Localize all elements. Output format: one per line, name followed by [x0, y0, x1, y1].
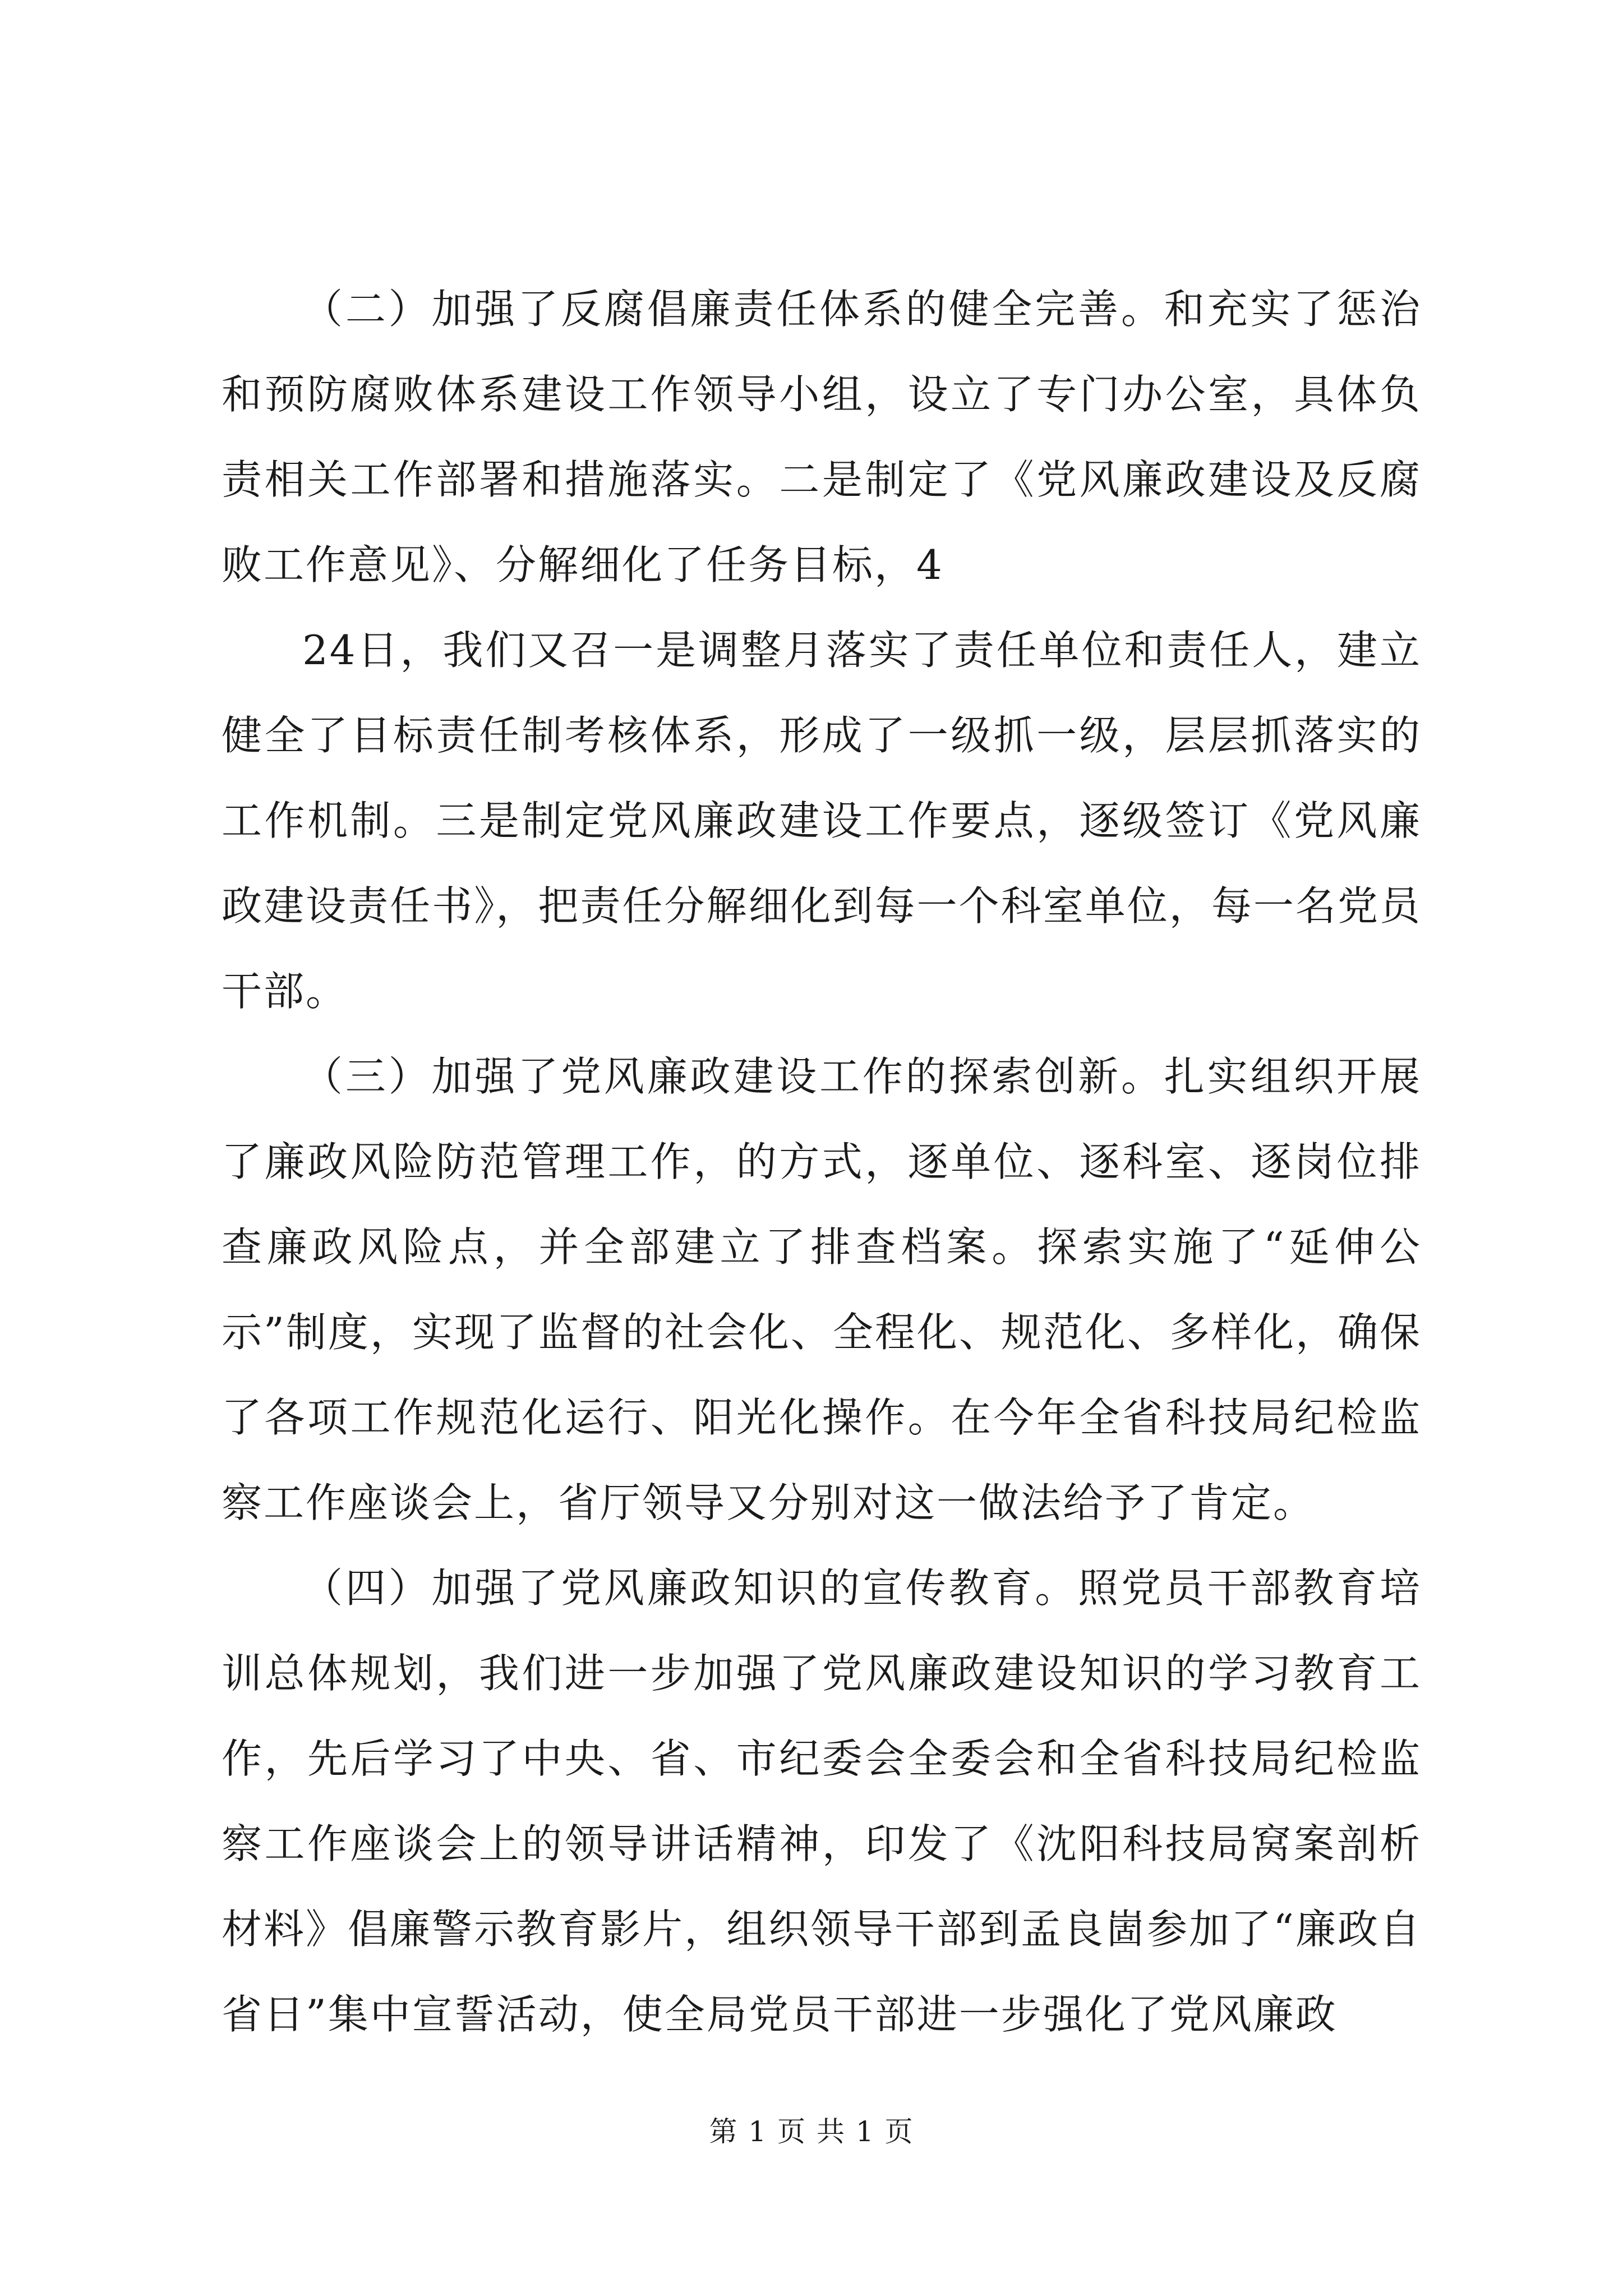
paragraph-3: （三）加强了党风廉政建设工作的探索创新。扎实组织开展了廉政风险防范管理工作，的方式，逐单位、逐科室、逐岗位排查廉政风险点，并全部建立了排查档案。探索实施了“延伸公示”制度，实现了监督的社会化、全程化、规范化、多样化，确保了各项工作规范化运行、阳光化操作。在今年全省科技局纪检监察工作座谈会上，省厅领导又分别对这一做法给予了肯定。 [222, 1053, 1422, 1526]
paragraph-1: （二）加强了反腐倡廉责任体系的健全完善。和充实了惩治和预防腐败体系建设工作领导小组，设立了专门办公室，具体负责相关工作部署和措施落实。二是制定了《党风廉政建设及反腐败工作意见》、分解细化了任务目标，4 [222, 286, 1422, 588]
paragraph-2: 24日，我们又召一是调整月落实了责任单位和责任人，建立健全了目标责任制考核体系，形成了一级抓一级，层层抓落实的工作机制。三是制定党风廉政建设工作要点，逐级签订《党风廉政建设责任书》，把责任分解细化到每一个科室单位，每一名党员干部。 [222, 627, 1422, 1015]
page-number-footer: 第 1 页 共 1 页 [709, 2115, 914, 2148]
paragraph-4: （四）加强了党风廉政知识的宣传教育。照党员干部教育培训总体规划，我们进一步加强了党风廉政建设知识的学习教育工作，先后学习了中央、省、市纪委会全委会和全省科技局纪检监察工作座谈会上的领导讲话精神，印发了《沈阳科技局窝案剖析材料》倡廉警示教育影片，组织领导干部到孟良崮参加了“廉政自省日”集中宣誓活动，使全局党员干部进一步强化了党风廉政 [222, 1565, 1422, 2038]
document-body [222, 266, 1422, 2057]
